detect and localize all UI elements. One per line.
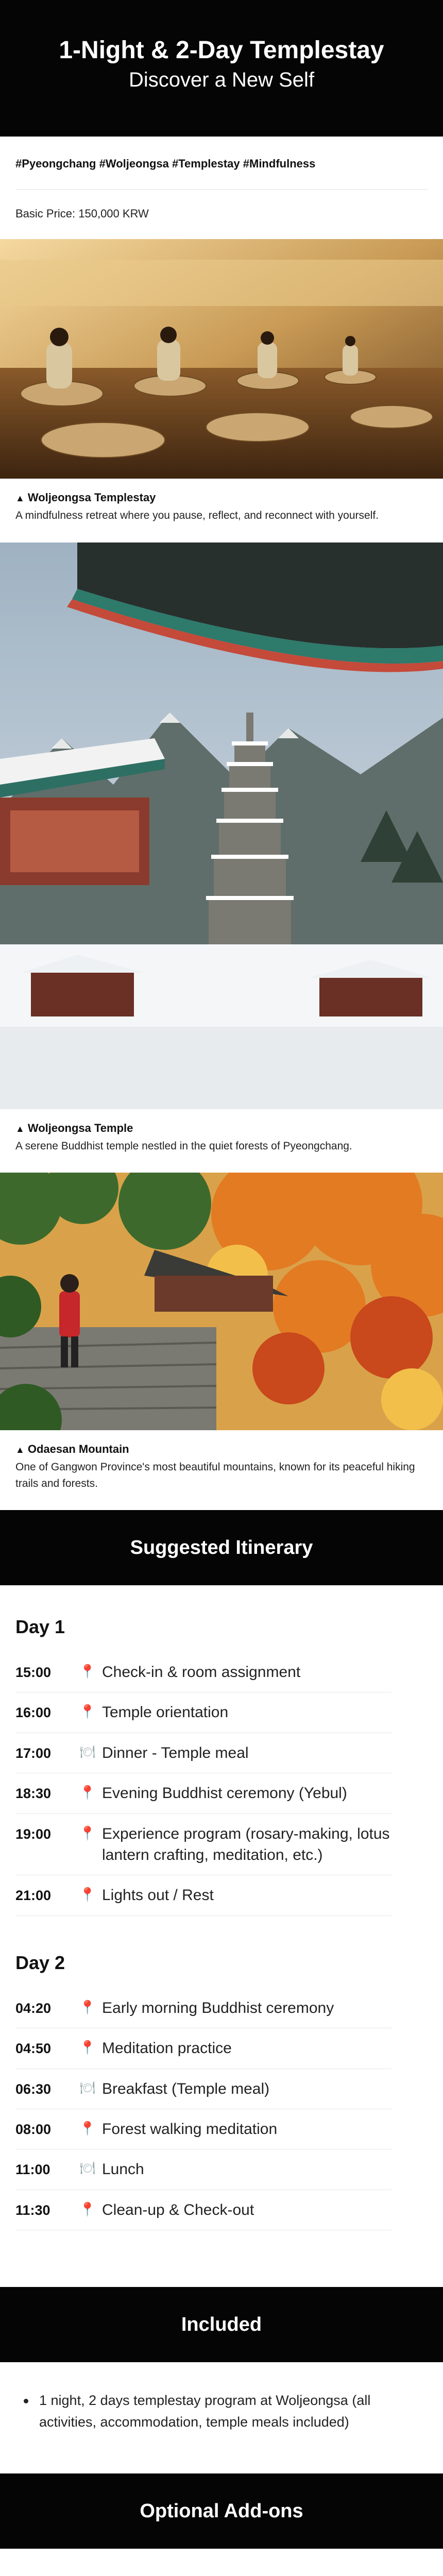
itinerary-activity: Lights out / Rest	[102, 1887, 214, 1904]
photo-woljeongsa-temple	[0, 543, 443, 1109]
location-pin-icon: 📍	[79, 1785, 96, 1801]
included-section	[0, 2362, 443, 2473]
templestay-photo-image	[0, 239, 443, 479]
day-2	[15, 1952, 443, 2230]
itinerary-time: 15:00	[15, 1665, 52, 1680]
divider	[15, 189, 428, 190]
triangle-icon: ▲	[15, 493, 25, 503]
itinerary-row	[15, 1692, 391, 1733]
itinerary-header: Suggested Itinerary	[0, 1510, 443, 1585]
addons-header: Optional Add-ons	[0, 2473, 443, 2549]
itinerary-time: 19:00	[15, 1826, 52, 1842]
meal-icon: 🍽	[79, 2161, 96, 2176]
caption-title: ▲ Woljeongsa Temple	[15, 1121, 133, 1134]
itinerary-row	[15, 2109, 391, 2149]
hero-banner	[0, 0, 443, 137]
itinerary-row	[15, 2028, 391, 2069]
triangle-icon: ▲	[15, 1123, 25, 1134]
photo-caption	[0, 1430, 443, 1510]
itinerary-time: 21:00	[15, 1888, 52, 1904]
meal-icon: 🍽	[79, 1744, 96, 1759]
itinerary-row	[15, 1652, 391, 1692]
location-pin-icon: 📍	[79, 2120, 96, 2136]
itinerary-time: 11:00	[15, 2162, 50, 2178]
photo-odaesan	[0, 1173, 443, 1430]
photo-templestay	[0, 239, 443, 479]
itinerary-time: 17:00	[15, 1745, 52, 1761]
itinerary-row	[15, 2149, 391, 2190]
caption-description: A serene Buddhist temple nestled in the quiet forests of Pyeongchang.	[15, 1140, 352, 1152]
caption-description: One of Gangwon Province's most beautiful mountains, known for its peaceful hiking trails and forests.	[15, 1461, 415, 1489]
day-title: Day 2	[15, 1952, 65, 1973]
itinerary-activity: Meditation practice	[102, 2040, 232, 2057]
page-subtitle: Discover a New Self	[128, 69, 315, 92]
hashtags: #Pyeongchang #Woljeongsa #Templestay #Mindfulness	[15, 157, 316, 170]
photo-caption	[0, 1109, 443, 1173]
itinerary-time: 16:00	[15, 1705, 52, 1721]
itinerary-time: 06:30	[15, 2081, 52, 2097]
itinerary-activity: Breakfast (Temple meal)	[102, 2080, 270, 2097]
itinerary-row	[15, 1988, 391, 2028]
day-1	[15, 1616, 443, 1916]
addons-section	[0, 2549, 443, 2576]
itinerary-activity: Forest walking meditation	[102, 2120, 278, 2138]
included-header: Included	[0, 2287, 443, 2362]
itinerary-row	[15, 1773, 391, 1814]
caption-title: ▲ Woljeongsa Templestay	[15, 491, 156, 504]
itinerary-activity: Dinner - Temple meal	[102, 1744, 249, 1761]
temple-photo-image	[0, 543, 443, 1109]
itinerary-activity: Clean-up & Check-out	[102, 2201, 254, 2218]
location-pin-icon: 📍	[79, 1664, 96, 1679]
itinerary-row	[15, 2069, 391, 2109]
itinerary-activity: Early morning Buddhist ceremony	[102, 1999, 334, 2016]
location-pin-icon: 📍	[79, 1887, 96, 1903]
info-section	[0, 137, 443, 221]
location-pin-icon: 📍	[79, 1704, 96, 1720]
itinerary-time: 04:50	[15, 2041, 52, 2057]
caption-title: ▲ Odaesan Mountain	[15, 1443, 129, 1455]
itinerary-activity: Check-in & room assignment	[102, 1664, 301, 1681]
day-title: Day 1	[15, 1616, 65, 1637]
location-pin-icon: 📍	[79, 1999, 96, 2015]
itinerary-activity: Evening Buddhist ceremony (Yebul)	[102, 1785, 347, 1802]
itinerary-row	[15, 1814, 391, 1876]
itinerary-time: 11:30	[15, 2202, 50, 2218]
itinerary-activity: Lunch	[102, 2161, 144, 2178]
meal-icon: 🍽	[79, 2080, 96, 2095]
caption-description: A mindfulness retreat where you pause, reflect, and reconnect with yourself.	[15, 510, 379, 521]
odaesan-photo-image	[0, 1173, 443, 1430]
itinerary-activity: Experience program (rosary-making, lotus lantern crafting, meditation, etc.)	[102, 1825, 390, 1863]
included-item: 1 night, 2 days templestay program at Woljeongsa (all activities, accommodation, temple meals included)	[21, 2390, 422, 2433]
itinerary-row	[15, 1733, 391, 1773]
itinerary-row	[15, 1875, 391, 1916]
location-pin-icon: 📍	[79, 2040, 96, 2056]
itinerary-activity: Temple orientation	[102, 1704, 229, 1721]
itinerary-time: 08:00	[15, 2121, 52, 2137]
photo-caption	[0, 479, 443, 543]
itinerary-time: 18:30	[15, 1786, 52, 1802]
location-pin-icon: 📍	[79, 2201, 96, 2217]
itinerary-section	[0, 1585, 443, 2287]
itinerary-time: 04:20	[15, 2000, 52, 2016]
itinerary-row	[15, 2190, 391, 2230]
basic-price: Basic Price: 150,000 KRW	[15, 207, 149, 220]
triangle-icon: ▲	[15, 1445, 25, 1455]
page-title: 1-Night & 2-Day Templestay	[59, 37, 384, 64]
location-pin-icon: 📍	[79, 1825, 96, 1841]
